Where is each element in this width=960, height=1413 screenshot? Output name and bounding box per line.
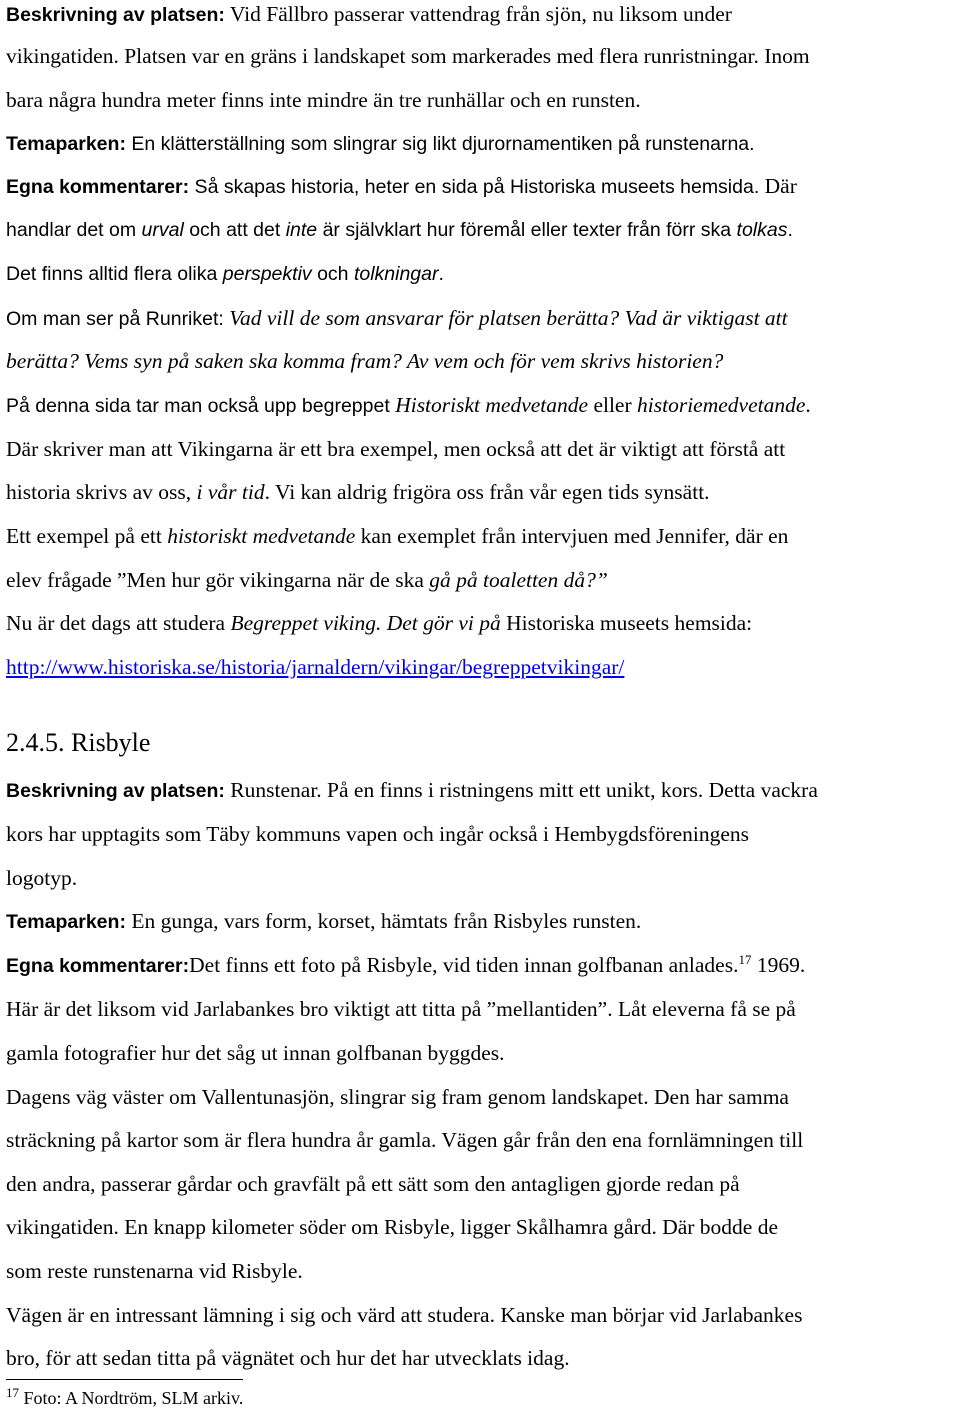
footnote xyxy=(6,1386,243,1410)
historiska-link-line xyxy=(6,653,624,681)
theme-park-label: Temaparken: xyxy=(6,911,126,933)
footnote-separator xyxy=(6,1379,243,1380)
risbyle-description-line-3: logotyp. xyxy=(6,866,78,890)
comments-label: Egna kommentarer: xyxy=(6,955,190,977)
historiska-link[interactable]: http://www.historiska.se/historia/jarnaldern/vikingar/begreppetvikingar/ xyxy=(6,655,625,679)
text: . xyxy=(787,219,793,241)
text: På denna sida tar man också upp begreppet xyxy=(6,395,396,417)
text: Där xyxy=(759,174,797,198)
emphasis: tolkningar xyxy=(353,263,439,285)
text: är självklart hur föremål eller texter från förr ska xyxy=(317,219,737,241)
emphasis: historiskt medvetande xyxy=(167,524,356,548)
emphasis: perspektiv xyxy=(222,263,312,285)
emphasis: Historiskt medvetande xyxy=(395,393,589,417)
emphasis: inte xyxy=(285,219,318,241)
text: En gunga, vars form, korset, hämtats från Risbyles runsten. xyxy=(125,909,642,933)
emphasis: i vår tid xyxy=(196,480,265,504)
fallbro-comments-line-3 xyxy=(6,260,444,288)
risbyle-road-line-4: vikingatiden. En knapp kilometer söder om Risbyle, ligger Skålhamra gård. Där bodde de xyxy=(6,1215,779,1239)
risbyle-comments-line xyxy=(6,951,805,980)
footnote-number: 17 xyxy=(6,1385,19,1400)
text: . xyxy=(438,263,444,285)
text: eller xyxy=(588,393,638,417)
text: och att det xyxy=(183,219,286,241)
text: Så skapas historia, heter en sida på Historiska museets hemsida. xyxy=(189,176,760,198)
fallbro-comments-line-5: berätta? Vems syn på saken ska komma fram? Av vem och för vem skrivs historien? xyxy=(6,349,724,373)
description-label: Beskrivning av platsen: xyxy=(6,780,225,802)
emphasis: historiemedvetande xyxy=(637,393,806,417)
fallbro-comments-line-4 xyxy=(6,304,788,333)
emphasis: gå på toaletten då?” xyxy=(429,568,608,592)
risbyle-road-line-5: som reste runstenarna vid Risbyle. xyxy=(6,1259,303,1283)
text: elev frågade ”Men hur gör vikingarna när de ska xyxy=(6,568,430,592)
risbyle-theme-park-line xyxy=(6,907,641,936)
comments-label: Egna kommentarer: xyxy=(6,176,190,198)
description-label: Beskrivning av platsen: xyxy=(6,4,225,26)
emphasis: Vad vill de som ansvarar för platsen berätta? Vad är viktigast att xyxy=(229,306,788,330)
text: Det finns alltid flera olika xyxy=(6,263,223,285)
footnote-reference[interactable]: 17 xyxy=(738,951,752,967)
theme-park-label: Temaparken: xyxy=(6,133,126,155)
text: kan exemplet från intervjuen med Jennifer, där en xyxy=(355,524,789,548)
risbyle-description-line-1 xyxy=(6,776,818,805)
fallbro-description-line-2: vikingatiden. Platsen var en gräns i landskapet som markerades med flera runristningar. Inom xyxy=(6,44,810,68)
fallbro-description-line-1 xyxy=(6,0,732,29)
risbyle-road-line-7: bro, för att sedan titta på vägnätet och hur det har utvecklats idag. xyxy=(6,1346,570,1370)
risbyle-road-line-6: Vägen är en intressant lämning i sig och värd att studera. Kanske man börjar vid Jarlabankes xyxy=(6,1303,803,1327)
text: Historiska museets hemsida: xyxy=(500,611,753,635)
emphasis: Begreppet viking. Det gör vi på xyxy=(230,611,501,635)
risbyle-road-line-3: den andra, passerar gårdar och gravfält på ett sätt som den antagligen gjorde redan på xyxy=(6,1172,740,1196)
text: historia skrivs av oss, xyxy=(6,480,197,504)
text: Foto: A Nordtröm, SLM arkiv. xyxy=(19,1388,244,1408)
emphasis: urval xyxy=(141,219,184,241)
fallbro-comments-line xyxy=(6,172,797,201)
fallbro-theme-park-line xyxy=(6,129,755,158)
text: och xyxy=(311,263,354,285)
text: . Vi kan aldrig frigöra oss från vår egen tids synsätt. xyxy=(264,480,710,504)
text: 1969. xyxy=(751,953,806,977)
text: Det finns ett foto på Risbyle, vid tiden innan golfbanan anlades. xyxy=(189,953,739,977)
fallbro-description-line-3: bara några hundra meter finns inte mindre än tre runhällar och en runsten. xyxy=(6,88,641,112)
text: Runstenar. På en finns i ristningens mitt ett unikt, kors. Detta vackra xyxy=(224,778,818,802)
risbyle-road-line-1: Dagens väg väster om Vallentunasjön, slingrar sig fram genom landskapet. Den har samma xyxy=(6,1085,789,1109)
fallbro-comments-line-10 xyxy=(6,566,608,594)
text: Vid Fällbro passerar vattendrag från sjön, nu liksom under xyxy=(224,2,732,26)
text: Nu är det dags att studera xyxy=(6,611,231,635)
risbyle-comments-line-2: Här är det liksom vid Jarlabankes bro viktigt att titta på ”mellantiden”. Låt eleverna få se på xyxy=(6,997,796,1021)
fallbro-comments-line-8 xyxy=(6,478,710,506)
fallbro-comments-line-11 xyxy=(6,609,752,637)
text: En klätterställning som slingrar sig likt djurornamentiken på runstenarna. xyxy=(125,133,755,155)
text: Om man ser på Runriket: xyxy=(6,308,230,330)
risbyle-road-line-2: sträckning på kartor som är flera hundra år gamla. Vägen går från den ena fornlämningen till xyxy=(6,1128,804,1152)
fallbro-comments-line-2 xyxy=(6,216,793,244)
text: handlar det om xyxy=(6,219,142,241)
fallbro-comments-line-6 xyxy=(6,391,811,420)
text: Ett exempel på ett xyxy=(6,524,168,548)
emphasis: tolkas xyxy=(736,219,788,241)
fallbro-comments-line-7: Där skriver man att Vikingarna är ett bra exempel, men också att det är viktigt att förstå att xyxy=(6,437,786,461)
risbyle-comments-line-3: gamla fotografier hur det såg ut innan golfbanan byggdes. xyxy=(6,1041,505,1065)
fallbro-comments-line-9 xyxy=(6,522,788,550)
section-heading-risbyle: 2.4.5. Risbyle xyxy=(6,728,151,757)
risbyle-description-line-2: kors har upptagits som Täby kommuns vapen och ingår också i Hembygdsföreningens xyxy=(6,822,750,846)
text: . xyxy=(805,393,811,417)
